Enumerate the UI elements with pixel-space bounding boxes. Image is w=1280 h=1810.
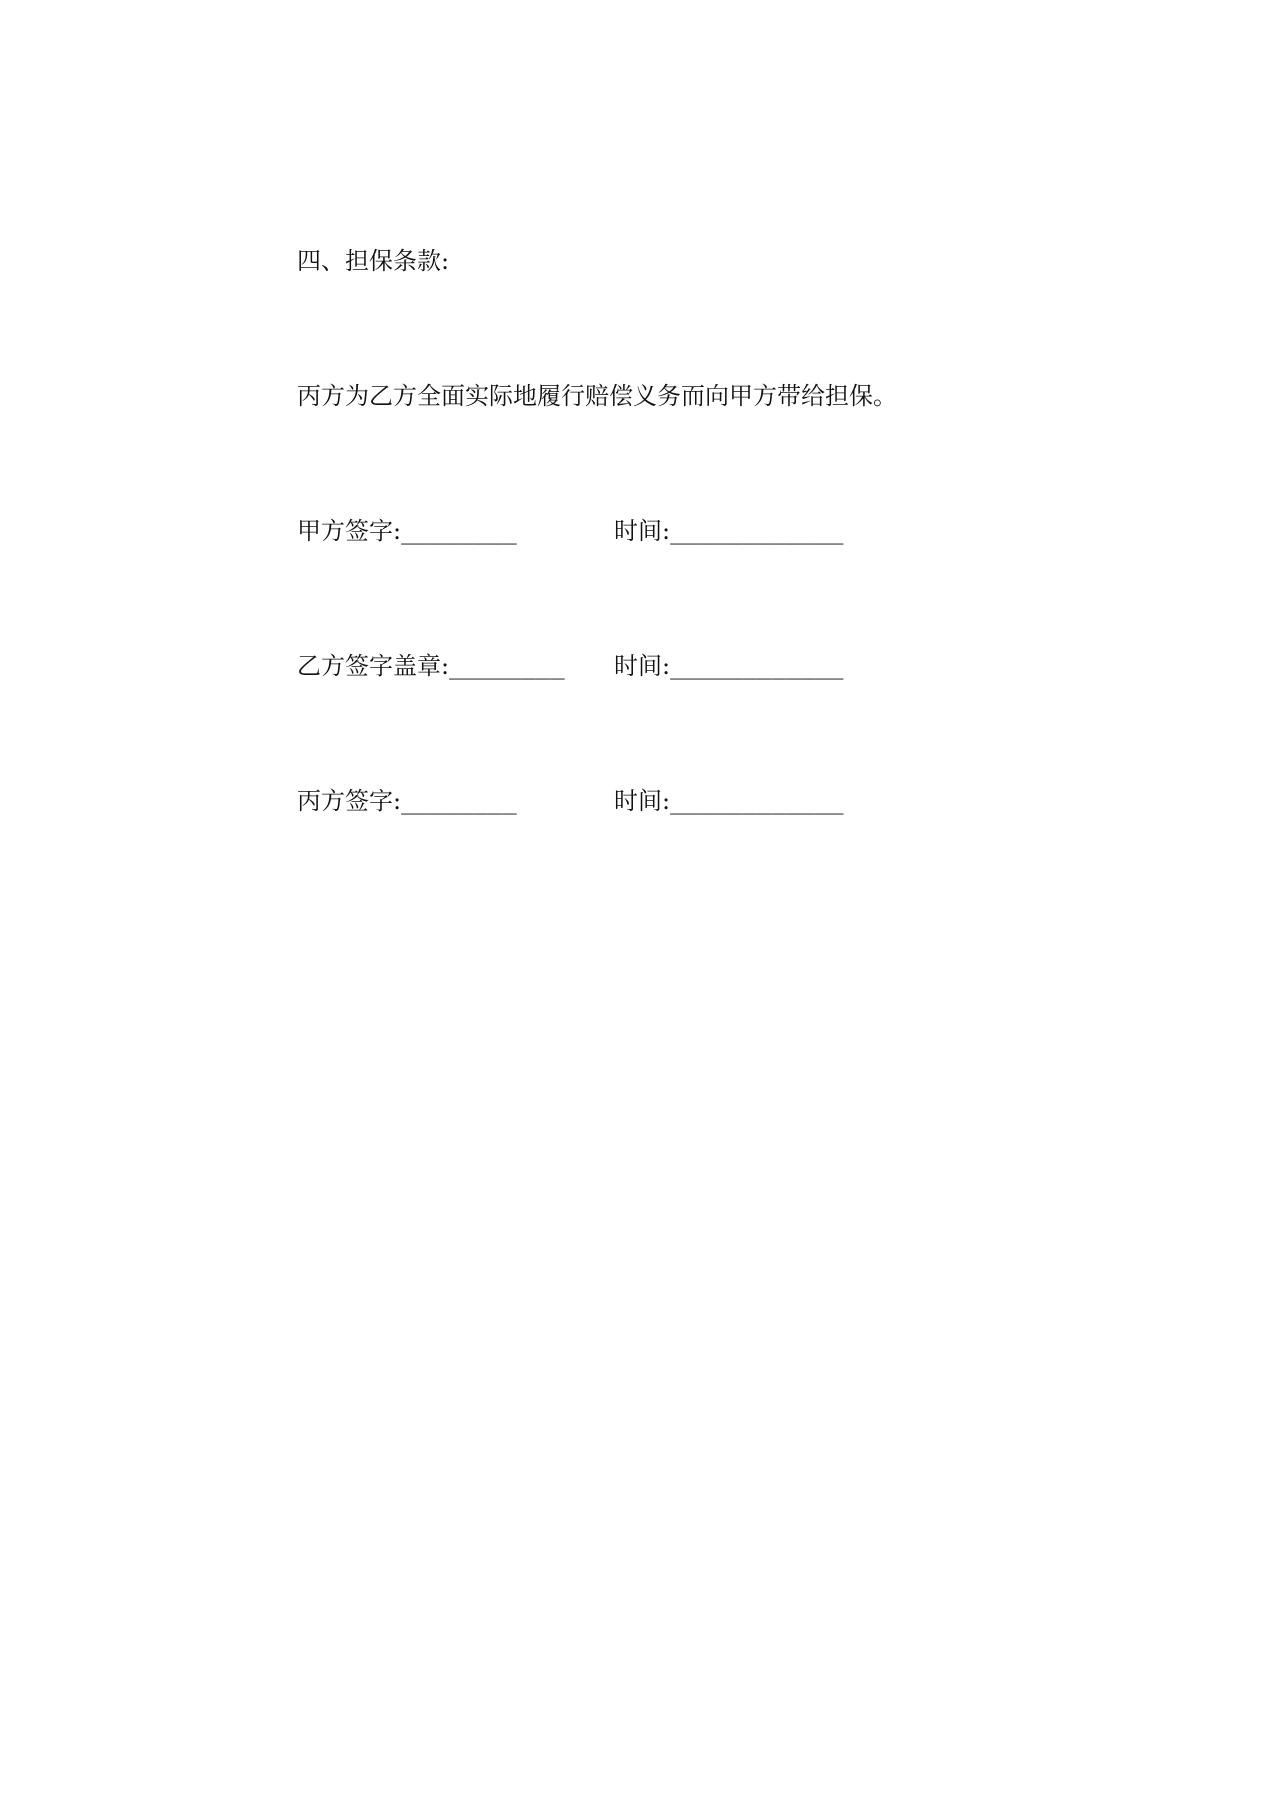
section-heading: 四、担保条款: <box>297 247 450 275</box>
party-b-signature-label: 乙方签字盖章: <box>297 652 450 680</box>
guarantee-clause: 丙方为乙方全面实际地履行赔偿义务而向甲方带给担保。 <box>297 382 897 410</box>
party-a-signature-row <box>297 516 997 550</box>
party-a-time-label: 时间: <box>614 517 671 545</box>
party-c-signature-field <box>297 786 517 816</box>
party-b-time-label: 时间: <box>614 652 671 680</box>
party-a-signature-field <box>297 516 517 546</box>
party-c-signature-label: 丙方签字: <box>297 787 402 815</box>
party-a-signature-label: 甲方签字: <box>297 517 402 545</box>
party-c-signature-row <box>297 786 997 820</box>
party-c-signature-blank: ________ <box>401 787 517 815</box>
party-b-time-field <box>614 651 843 681</box>
party-c-time-field <box>614 786 843 816</box>
party-a-time-blank: ____________ <box>670 517 844 545</box>
party-b-signature-field <box>297 651 565 681</box>
party-b-time-blank: ____________ <box>670 652 844 680</box>
party-a-signature-blank: ________ <box>401 517 517 545</box>
party-b-signature-blank: ________ <box>449 652 565 680</box>
party-c-time-label: 时间: <box>614 787 671 815</box>
party-c-time-blank: ____________ <box>670 787 844 815</box>
party-b-signature-row <box>297 651 997 685</box>
party-a-time-field <box>614 516 843 546</box>
